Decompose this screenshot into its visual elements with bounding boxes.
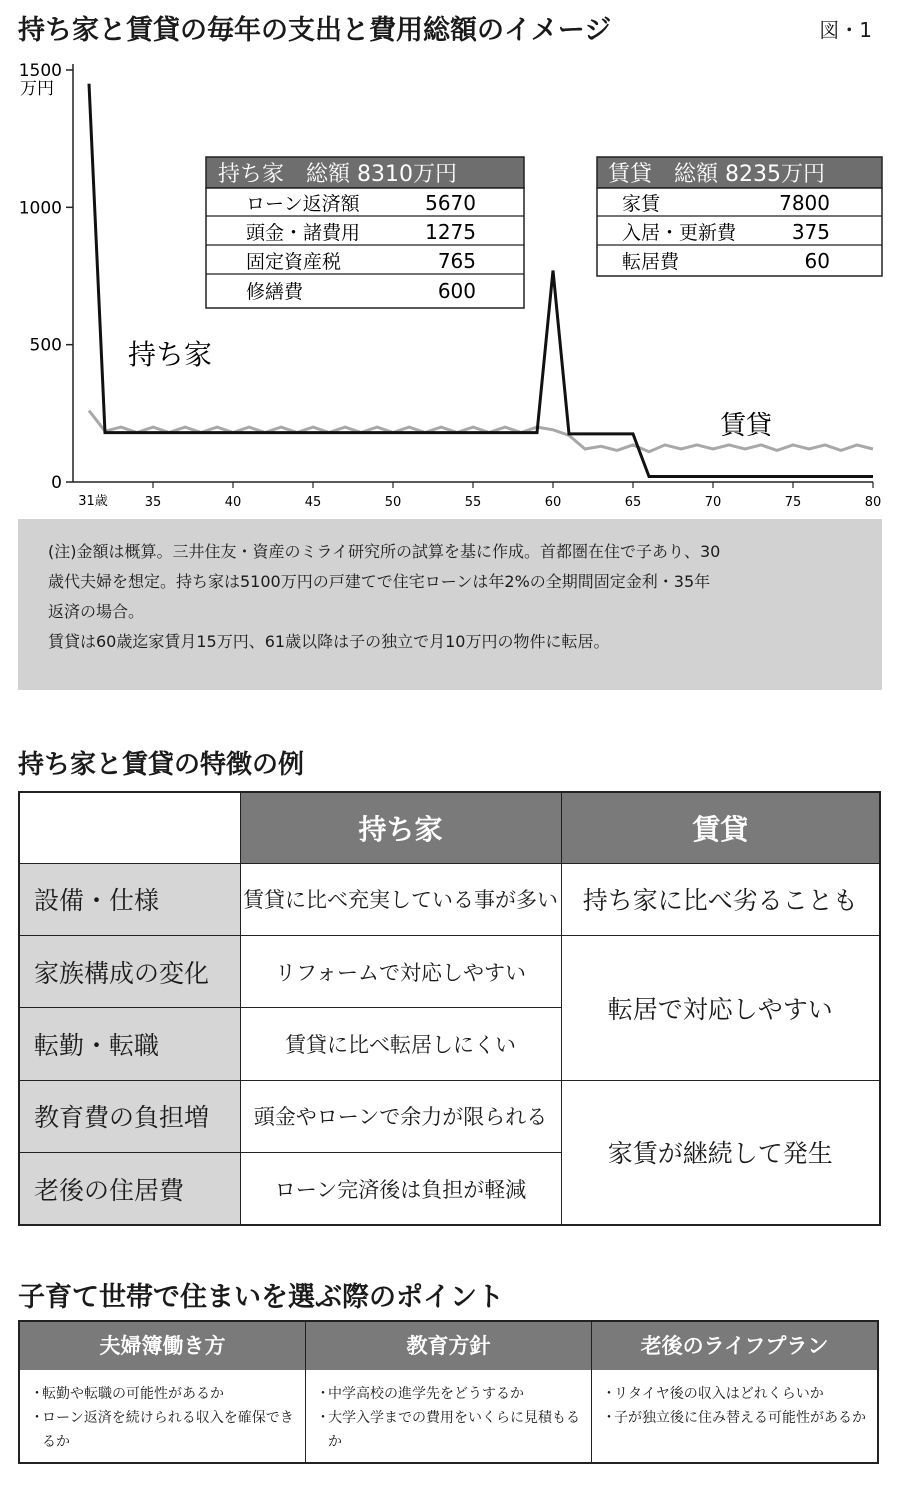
bullet: ・ — [602, 1386, 616, 1402]
features-title: 持ち家と賃貸の特徴の例 — [18, 750, 305, 780]
x-tick-label: 50 — [384, 495, 402, 510]
owner-total-box — [206, 157, 524, 308]
features-table — [18, 791, 881, 1226]
bullet: ・ — [30, 1410, 44, 1426]
note-line: (注)金額は概算。三井住友・資産のミライ研究所の試算を基に作成。首都圏在住で子あり、30 — [48, 542, 721, 561]
rent-row-label: 転居費 — [622, 251, 680, 273]
rent-row-value: 60 — [804, 249, 830, 273]
list-item — [30, 1382, 295, 1406]
y-tick-label: 1000 — [18, 198, 62, 219]
points-column-header: 教育方針 — [306, 1322, 591, 1370]
points-grid — [18, 1320, 879, 1464]
owner-row-value: 5670 — [425, 191, 476, 215]
owner-cell: リフォームで対応しやすい — [240, 936, 561, 1008]
table-header-row — [19, 792, 880, 863]
y-tick-label: 1500 — [18, 61, 62, 81]
rent-box-title: 賃貸 総額 8235万円 — [608, 162, 825, 187]
x-tick-label: 60 — [544, 495, 562, 510]
list-item — [316, 1406, 581, 1454]
series-label-rent: 賃貸 — [720, 411, 773, 441]
x-tick-label: 40 — [224, 495, 242, 510]
figure-label: 図・1 — [819, 18, 872, 42]
row-label: 家族構成の変化 — [19, 936, 240, 1008]
owner-row-label: 固定資産税 — [246, 251, 342, 273]
points-column-header: 老後のライフプラン — [592, 1322, 877, 1370]
x-tick-label: 70 — [704, 495, 722, 510]
points-column — [306, 1322, 592, 1462]
points-column — [592, 1322, 877, 1462]
bullet: ・ — [602, 1410, 616, 1426]
owner-row-label: ローン返済額 — [246, 193, 360, 215]
table-row — [19, 936, 880, 1008]
owner-cell: 賃貸に比べ充実している事が多い — [240, 863, 561, 935]
note-line: 賃貸は60歳迄家賃月15万円、61歳以降は子の独立で月10万円の物件に転居。 — [48, 632, 610, 651]
bullet: ・ — [30, 1386, 44, 1402]
x-tick-label: 31歳 — [78, 494, 108, 509]
bullet: ・ — [316, 1386, 330, 1402]
list-item-text: リタイヤ後の収入はどれくらいか — [614, 1386, 824, 1402]
x-tick-label: 65 — [624, 495, 642, 510]
rent-merged-cell: 転居で対応しやすい — [561, 936, 880, 1081]
page-title: 持ち家と賃貸の毎年の支出と費用総額のイメージ — [18, 15, 612, 46]
rent-row-value: 375 — [791, 220, 830, 244]
owner-row-label: 頭金・諸費用 — [246, 222, 361, 244]
list-item — [602, 1382, 867, 1406]
points-title: 子育て世帯で住まいを選ぶ際のポイント — [18, 1282, 504, 1313]
list-item-text: 転勤や転職の可能性があるか — [42, 1386, 224, 1402]
owner-row-value: 600 — [437, 279, 476, 303]
y-unit-label: 万円 — [20, 79, 54, 99]
list-item — [30, 1406, 295, 1454]
rent-merged-cell: 家賃が継続して発生 — [561, 1080, 880, 1225]
y-tick-label: 0 — [51, 473, 62, 493]
table-row — [19, 1080, 880, 1152]
corner-cell — [19, 792, 240, 863]
list-item — [316, 1382, 581, 1406]
column-header-rent: 賃貸 — [561, 792, 880, 863]
list-item-text: ローン返済を続けられる収入を確保できるか — [42, 1410, 294, 1450]
points-column-header: 夫婦簿働き方 — [20, 1322, 305, 1370]
series-label-owner: 持ち家 — [128, 338, 213, 371]
y-tick-label: 500 — [29, 335, 62, 356]
x-tick-label: 45 — [304, 495, 322, 510]
table-row — [19, 863, 880, 935]
list-item-text: 子が独立後に住み替える可能性があるか — [614, 1410, 866, 1426]
x-tick-label: 75 — [784, 495, 802, 510]
row-label: 教育費の負担増 — [19, 1080, 240, 1152]
note-line: 返済の場合。 — [48, 602, 145, 621]
list-item — [602, 1406, 867, 1430]
rent-row-label: 家賃 — [622, 193, 661, 215]
rent-row-label: 入居・更新費 — [622, 222, 737, 244]
row-label: 設備・仕様 — [19, 863, 240, 935]
owner-row-label: 修繕費 — [246, 281, 304, 303]
owner-box-title: 持ち家 総額 8310万円 — [218, 162, 457, 187]
cost-line-chart — [0, 50, 900, 515]
x-tick-label: 35 — [144, 495, 162, 510]
rent-row-value: 7800 — [779, 191, 830, 215]
owner-row-value: 1275 — [425, 220, 476, 244]
x-tick-label: 80 — [864, 495, 882, 510]
row-label: 転勤・転職 — [19, 1008, 240, 1080]
chart-note — [18, 519, 882, 690]
bullet: ・ — [316, 1410, 330, 1426]
list-item-text: 中学高校の進学先をどうするか — [328, 1386, 524, 1402]
x-tick-label: 55 — [464, 495, 482, 510]
column-header-owner: 持ち家 — [240, 792, 561, 863]
owner-cell: ローン完済後は負担が軽減 — [240, 1153, 561, 1225]
rent-cell: 持ち家に比べ劣ることも — [561, 863, 880, 935]
points-column — [20, 1322, 306, 1462]
rent-total-box — [597, 157, 882, 276]
list-item-text: 大学入学までの費用をいくらに見積もるか — [328, 1410, 580, 1450]
note-line: 歳代夫婦を想定。持ち家は5100万円の戸建てで住宅ローンは年2%の全期間固定金利・35年 — [48, 572, 711, 591]
owner-cell: 賃貸に比べ転居しにくい — [240, 1008, 561, 1080]
row-label: 老後の住居費 — [19, 1153, 240, 1225]
owner-row-value: 765 — [437, 249, 476, 273]
owner-cell: 頭金やローンで余力が限られる — [240, 1080, 561, 1152]
